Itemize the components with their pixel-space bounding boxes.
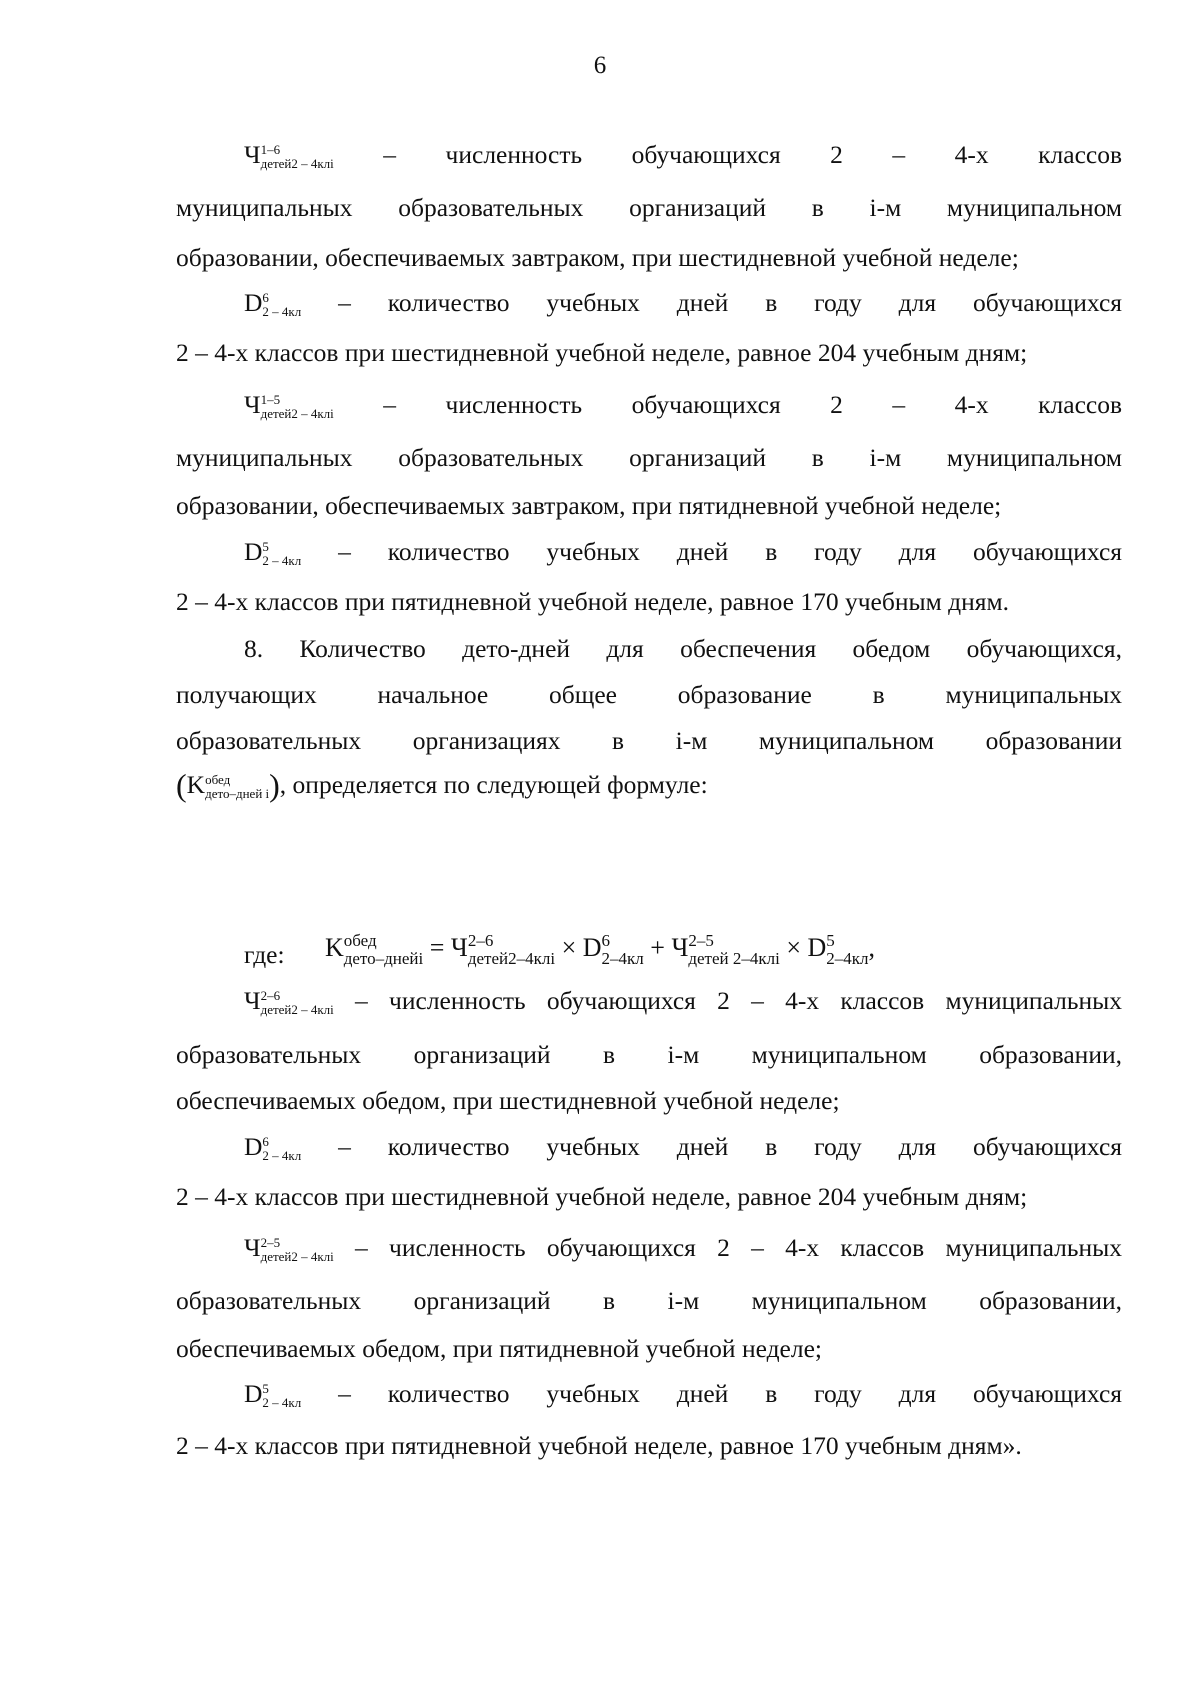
definition-text: – количество учебных дней в году для обучающихся bbox=[338, 537, 1122, 566]
symbol-k: K обед дето–дней i bbox=[186, 770, 270, 802]
definition-line bbox=[244, 390, 1122, 421]
definition-text: – численность обучающихся 2 – 4-х классов муниципальных bbox=[355, 986, 1123, 1015]
formula-ch-term3: Ч 2–5 детей 2–4клi bbox=[671, 931, 780, 969]
symbol-d: D 5 2 – 4кл bbox=[244, 537, 302, 569]
text-line: муниципальных образовательных организаций в i-м муниципальном bbox=[176, 193, 1122, 222]
definition-line bbox=[244, 1379, 1122, 1410]
definition-text: – численность обучающихся 2 – 4-х классов муниципальных bbox=[355, 1233, 1123, 1262]
definition-text: , определяется по следующей формуле: bbox=[279, 770, 708, 799]
definition-line bbox=[244, 140, 1122, 171]
symbol-d: D 6 2 – 4кл bbox=[244, 1132, 302, 1164]
definition-text: – количество учебных дней в году для обучающихся bbox=[338, 1379, 1122, 1408]
formula-k: K обед дето–днейi bbox=[324, 931, 424, 969]
text-line: муниципальных образовательных организаций в i-м муниципальном bbox=[176, 443, 1122, 472]
symbol-d: D 5 2 – 4кл bbox=[244, 1379, 302, 1411]
paragraph-8-start: 8. Количество дето-дней для обеспечения обедом обучающихся, bbox=[244, 634, 1122, 663]
text-line: обеспечиваемых обедом, при пятидневной учебной неделе; bbox=[176, 1334, 823, 1363]
text-line: 2 – 4-х классов при шестидневной учебной неделе, равное 204 учебным дням; bbox=[176, 1182, 1028, 1211]
definition-text: – количество учебных дней в году для обучающихся bbox=[338, 1132, 1122, 1161]
text-line: обеспечиваемых обедом, при шестидневной учебной неделе; bbox=[176, 1086, 840, 1115]
text-line: образовательных организаций в i-м муниципальном образовании, bbox=[176, 1286, 1122, 1315]
definition-line bbox=[244, 537, 1122, 568]
where-label: где: bbox=[244, 940, 285, 969]
symbol-ch: Ч 1–6 детей2 – 4клi bbox=[244, 140, 334, 172]
definition-line bbox=[244, 1233, 1122, 1264]
definition-text: – численность обучающихся 2 – 4-х классов bbox=[383, 140, 1122, 169]
text-line: образовательных организаций в i-м муниципальном образовании, bbox=[176, 1040, 1122, 1069]
definition-text: – количество учебных дней в году для обучающихся bbox=[338, 288, 1122, 317]
formula-d-term2: D 6 2–4кл bbox=[582, 931, 644, 969]
text-line: 2 – 4-х классов при пятидневной учебной неделе, равное 170 учебным дням. bbox=[176, 587, 1009, 616]
text-line: 2 – 4-х классов при пятидневной учебной неделе, равное 170 учебным дням». bbox=[176, 1431, 1022, 1460]
text-line: получающих начальное общее образование в муниципальных bbox=[176, 680, 1122, 709]
definition-text: – численность обучающихся 2 – 4-х классов bbox=[383, 390, 1122, 419]
page-number: 6 bbox=[593, 52, 607, 79]
formula: K обед дето–днейi = Ч 2–6 детей2–4клi × D 6 2–4кл + Ч 2–5 детей 2–4клi × D 5 2–4кл , bbox=[0, 928, 1200, 968]
text-line: образовательных организациях в i-м муниципальном образовании bbox=[176, 726, 1122, 755]
formula-ch-term1: Ч 2–6 детей2–4клi bbox=[450, 931, 556, 969]
symbol-ch: Ч 2–5 детей2 – 4клi bbox=[244, 1233, 334, 1265]
text-line: 2 – 4-х классов при шестидневной учебной неделе, равное 204 учебным дням; bbox=[176, 338, 1028, 367]
symbol-ch: Ч 1–5 детей2 – 4клi bbox=[244, 390, 334, 422]
text-line: образовании, обеспечиваемых завтраком, при пятидневной учебной неделе; bbox=[176, 491, 1002, 520]
definition-line: (K обед дето–дней i ), определяется по следующей формуле: bbox=[176, 767, 708, 803]
definition-line bbox=[244, 1132, 1122, 1163]
symbol-ch: Ч 2–6 детей2 – 4клi bbox=[244, 986, 334, 1018]
definition-line bbox=[244, 986, 1122, 1017]
formula-d-term4: D 5 2–4кл bbox=[807, 931, 869, 969]
symbol-d: D 6 2 – 4кл bbox=[244, 288, 302, 320]
text-line: образовании, обеспечиваемых завтраком, при шестидневной учебной неделе; bbox=[176, 243, 1019, 272]
definition-line bbox=[244, 288, 1122, 319]
